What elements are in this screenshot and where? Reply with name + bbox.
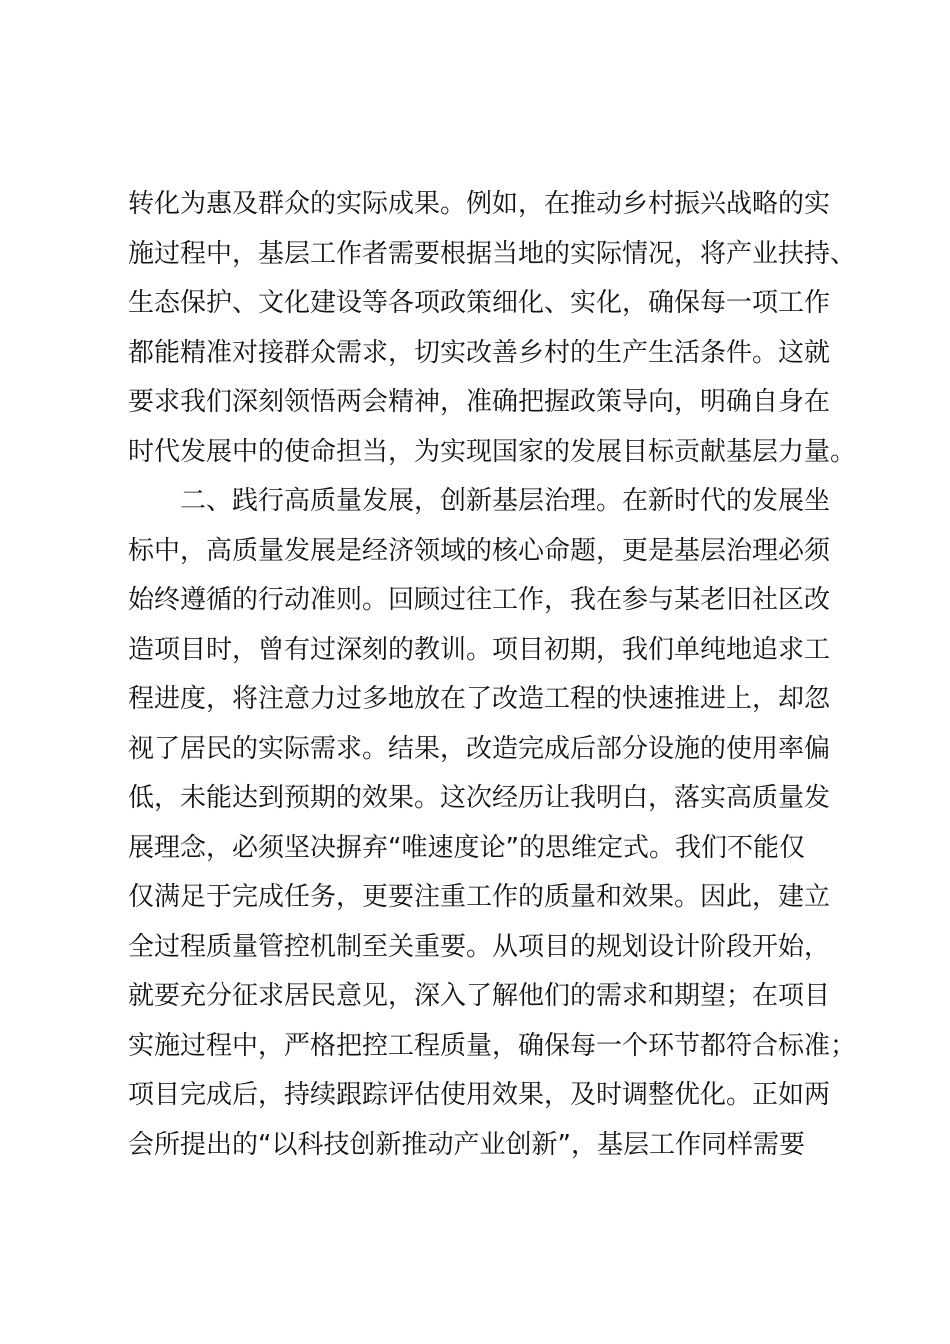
text-line: 就要充分征求居民意见，深入了解他们的需求和期望；在项目 xyxy=(128,981,831,1011)
text-line: 生态保护、文化建设等各项政策细化、实化，确保每一项工作 xyxy=(128,288,831,318)
text-line: 展理念，必须坚决摒弃“唯速度论”的思维定式。我们不能仅 xyxy=(128,832,805,863)
text-line: 仅满足于完成任务，更要注重工作的质量和效果。因此，建立 xyxy=(128,882,831,912)
text-line: 标中，高质量发展是经济领域的核心命题，更是基层治理必须 xyxy=(128,535,831,566)
text-line: 全过程质量管控机制至关重要。从项目的规划设计阶段开始， xyxy=(128,931,831,962)
text-line: 实施过程中，严格把控工程质量，确保每一个环节都符合标准； xyxy=(128,1030,857,1061)
text-line: 程进度，将注意力过多地放在了改造工程的快速推进上，却忽 xyxy=(128,684,831,714)
text-line: 会所提出的“以科技创新推动产业创新”，基层工作同样需要 xyxy=(128,1129,805,1160)
body-text xyxy=(128,180,868,1170)
text-line: 要求我们深刻领悟两会精神，准确把握政策导向，明确自身在 xyxy=(128,387,831,417)
text-line: 施过程中，基层工作者需要根据当地的实际情况，将产业扶持、 xyxy=(128,238,857,269)
text-line: 造项目时，曾有过深刻的教训。项目初期，我们单纯地追求工 xyxy=(128,634,831,665)
text-line: 都能精准对接群众需求，切实改善乡村的生产生活条件。这就 xyxy=(128,337,831,368)
text-line: 始终遵循的行动准则。回顾过往工作，我在参与某老旧社区改 xyxy=(128,585,831,615)
text-line: 低，未能达到预期的效果。这次经历让我明白，落实高质量发 xyxy=(128,783,831,813)
text-line: 项目完成后，持续跟踪评估使用效果，及时调整优化。正如两 xyxy=(128,1080,831,1110)
text-line: 视了居民的实际需求。结果，改造完成后部分设施的使用率偏 xyxy=(128,733,831,764)
text-line: 时代发展中的使命担当，为实现国家的发展目标贡献基层力量。 xyxy=(128,436,857,467)
section-heading-line: 二、践行高质量发展，创新基层治理。在新时代的发展坐 xyxy=(180,486,831,516)
text-line: 转化为惠及群众的实际成果。例如，在推动乡村振兴战略的实 xyxy=(128,189,831,219)
